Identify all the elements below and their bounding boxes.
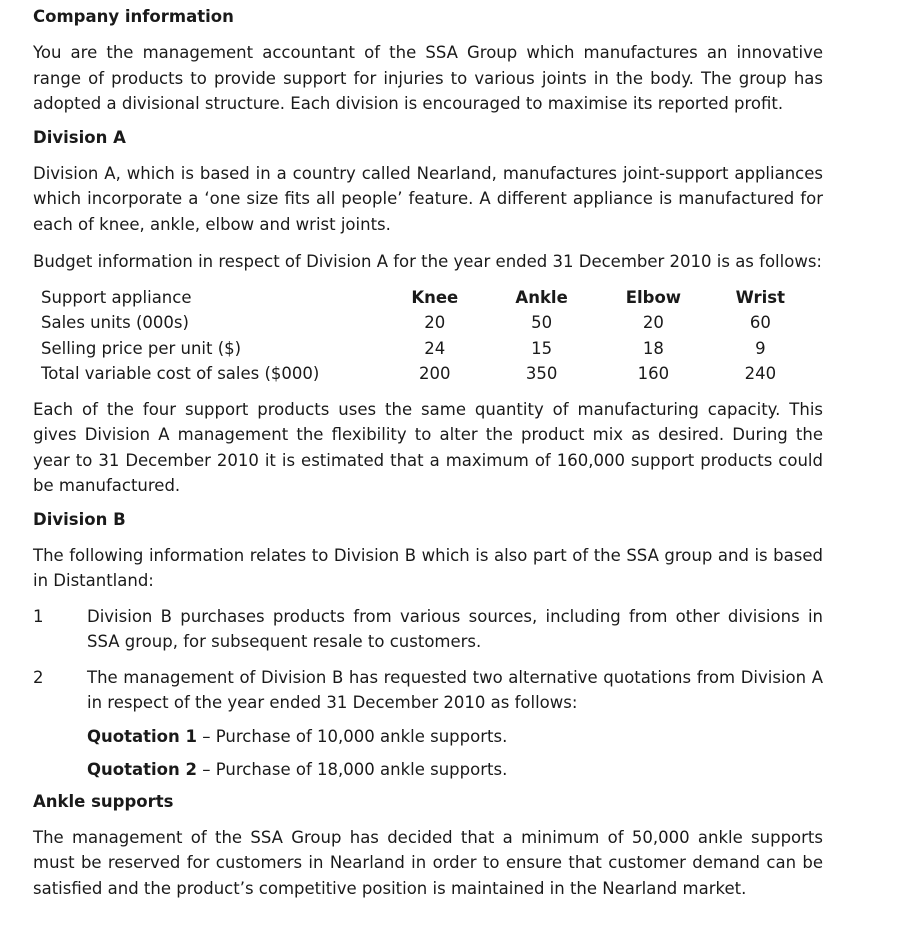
- list-text: Division B purchases products from various sources, including from other divisions in SSA group, for subsequent resale to customers.: [87, 606, 823, 651]
- budget-header-row: [41, 285, 809, 311]
- cell-value: 60: [749, 313, 771, 332]
- division-a-para1: Division A, which is based in a country called Nearland, manufactures joint-support appliances which incorporate a ‘one size fits all people’ feature. A different appliance is manufactured for each of knee, ankle, elbow and wrist joints.: [33, 163, 823, 234]
- col-knee: Knee: [411, 287, 459, 307]
- division-b-heading: Division B: [33, 509, 126, 529]
- table-row: [41, 336, 809, 362]
- row-label: Sales units (000s): [41, 313, 189, 332]
- cell-value: 15: [531, 338, 553, 358]
- cell-value: 160: [637, 364, 670, 383]
- ankle-heading: Ankle supports: [33, 791, 174, 811]
- col-ankle: Ankle: [515, 287, 568, 307]
- row-label: Total variable cost of sales ($000): [41, 364, 320, 383]
- budget-table: [41, 285, 809, 387]
- cell-value: 24: [424, 338, 446, 358]
- table-row: [41, 310, 809, 336]
- quotation-2: [87, 757, 823, 783]
- division-a-para3: Each of the four support products uses the same quantity of manufacturing capacity. This gives Division A management the flexibility to alter the product mix as desired. During the year to 31 December 2010 it is estimated that a maximum of 160,000 support products could be manufactured.: [33, 399, 823, 495]
- col-elbow: Elbow: [625, 287, 682, 307]
- cell-value: 9: [755, 338, 766, 358]
- list-number: 1: [33, 606, 44, 626]
- budget-header-label: Support appliance: [41, 287, 192, 307]
- division-a-heading: Division A: [33, 127, 126, 147]
- company-heading: Company information: [33, 7, 234, 26]
- quotation-1-text: – Purchase of 10,000 ankle supports.: [196, 726, 508, 746]
- list-item: [33, 665, 823, 716]
- list-number: 2: [33, 667, 44, 687]
- cell-value: 20: [642, 313, 664, 332]
- company-intro: You are the management accountant of the SSA Group which manufactures an innovative range of products to provide support for injuries to various joints in the body. The group has adopted a divisional structure. Each division is encouraged to maximise its reported profit.: [33, 43, 823, 113]
- quotation-2-text: – Purchase of 18,000 ankle supports.: [196, 760, 508, 779]
- quotation-1-label: Quotation 1: [87, 726, 197, 746]
- row-label: Selling price per unit ($): [41, 338, 242, 358]
- col-wrist: Wrist: [735, 287, 786, 307]
- cell-value: 200: [419, 364, 451, 383]
- cell-value: 240: [744, 364, 777, 383]
- cell-value: 50: [531, 313, 553, 332]
- quotation-1: [87, 724, 823, 750]
- list-item: [33, 604, 823, 655]
- ankle-para: The management of the SSA Group has decided that a minimum of 50,000 ankle supports must be reserved for customers in Nearland in order to ensure that customer demand can be satisfied and the product’s competitive position is maintained in the Nearland market.: [33, 827, 823, 898]
- quotation-2-label: Quotation 2: [87, 760, 197, 779]
- document-page: [33, 6, 823, 901]
- list-text: The management of Division B has requested two alternative quotations from Division A in respect of the year ended 31 December 2010 as follows:: [87, 667, 823, 712]
- table-row: [41, 361, 809, 387]
- cell-value: 350: [525, 364, 558, 383]
- division-a-para2: Budget information in respect of Division A for the year ended 31 December 2010 is as follows:: [33, 252, 822, 271]
- cell-value: 20: [424, 313, 446, 332]
- division-b-para1: The following information relates to Division B which is also part of the SSA group and is based in Distantland:: [33, 545, 823, 590]
- cell-value: 18: [642, 338, 664, 358]
